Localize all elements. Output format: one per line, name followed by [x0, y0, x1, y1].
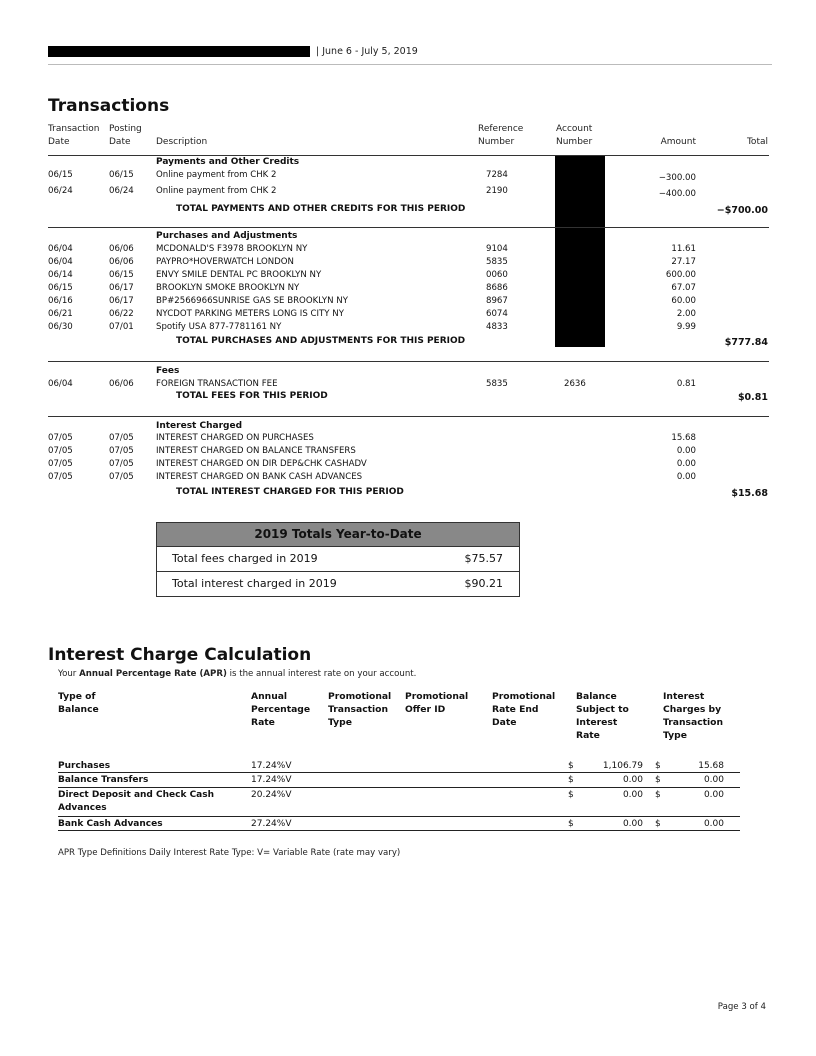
ic-row-divider	[58, 830, 740, 831]
ic-charge: 15.68	[698, 761, 724, 771]
ic-balance: 0.00	[622, 819, 643, 829]
fees-total-value: $0.81	[737, 392, 768, 403]
col-posting-date: Posting Date	[109, 124, 142, 147]
ic-charge: 0.00	[703, 775, 724, 785]
ic-apr: 20.24%V	[251, 790, 292, 800]
ic-charge: 0.00	[703, 790, 724, 800]
table-row: 07/05 07/05 INTEREST CHARGED ON BANK CASH ADVANCES 0.00	[48, 472, 696, 482]
header-divider	[48, 64, 772, 65]
ic-chg-currency: $	[655, 790, 661, 800]
table-row: 06/14 06/15 ENVY SMILE DENTAL PC BROOKLYN NY 0060 600.00	[48, 270, 696, 280]
col-description: Description	[156, 137, 208, 147]
ic-type: Purchases	[58, 761, 111, 771]
ic-balance: 1,106.79	[602, 761, 643, 771]
table-row: 06/04 06/06 FOREIGN TRANSACTION FEE 5835 2636 0.81	[48, 379, 696, 389]
page-number: Page 3 of 4	[717, 1002, 766, 1012]
ic-apr: 17.24%V	[251, 761, 292, 771]
ic-type: Bank Cash Advances	[58, 819, 163, 829]
col-apr: Annual Percentage Rate	[251, 691, 311, 728]
fees-total-label: TOTAL FEES FOR THIS PERIOD	[176, 391, 328, 401]
statement-period: | June 6 - July 5, 2019	[316, 46, 418, 57]
table-row: 06/30 07/01 Spotify USA 877-7781161 NY 4833 9.99	[48, 322, 696, 332]
section-fees-label: Fees	[156, 366, 180, 376]
ic-bal-currency: $	[568, 819, 574, 829]
col-account-number: Account Number	[556, 124, 593, 147]
ic-balance: 0.00	[622, 790, 643, 800]
col-promo-type: Promotional Transaction Type	[328, 691, 392, 728]
ytd-fees-row: Total fees charged in 2019 $75.57	[157, 547, 519, 572]
ic-charge: 0.00	[703, 819, 724, 829]
ytd-interest-row: Total interest charged in 2019 $90.21	[172, 577, 503, 590]
ic-apr: 27.24%V	[251, 819, 292, 829]
apr-intro: Your Annual Percentage Rate (APR) is the annual interest rate on your account.	[58, 669, 417, 679]
section-divider	[48, 361, 769, 362]
payments-total-label: TOTAL PAYMENTS AND OTHER CREDITS FOR THIS PERIOD	[176, 204, 466, 214]
ic-chg-currency: $	[655, 775, 661, 785]
transactions-title: Transactions	[48, 96, 170, 116]
col-transaction-date: Transaction Date	[48, 124, 100, 147]
col-reference-number: Reference Number	[478, 124, 524, 147]
col-promo-offer: Promotional Offer ID	[405, 691, 469, 715]
section-divider	[48, 416, 769, 417]
interest-total-value: $15.68	[731, 488, 768, 499]
col-interest-charges: Interest Charges by Transaction Type	[663, 691, 724, 741]
ic-type: Balance Transfers	[58, 775, 149, 785]
table-row: 07/05 07/05 INTEREST CHARGED ON DIR DEP&CHK CASHADV 0.00	[48, 459, 696, 469]
table-row: 06/24 06/24 Online payment from CHK 2 2190 −400.00	[48, 186, 696, 199]
ic-bal-currency: $	[568, 761, 574, 771]
payments-total-value: −$700.00	[716, 205, 768, 216]
ic-chg-currency: $	[655, 761, 661, 771]
ytd-title: 2019 Totals Year-to-Date	[157, 523, 519, 547]
table-row: 06/15 06/15 Online payment from CHK 2 7284 −300.00	[48, 170, 696, 183]
apr-type-definitions: APR Type Definitions Daily Interest Rate Type: V= Variable Rate (rate may vary)	[58, 848, 401, 858]
table-row: 06/15 06/17 BROOKLYN SMOKE BROOKLYN NY 8686 67.07	[48, 283, 696, 293]
interest-total-label: TOTAL INTEREST CHARGED FOR THIS PERIOD	[176, 487, 404, 497]
col-amount: Amount	[660, 137, 696, 147]
redacted-account-name	[48, 46, 310, 57]
col-balance-subject: Balance Subject to Interest Rate	[576, 691, 629, 741]
table-row: 06/04 06/06 MCDONALD'S F3978 BROOKLYN NY 9104 11.61	[48, 244, 696, 254]
ytd-totals-box	[156, 522, 520, 597]
purchases-total-label: TOTAL PURCHASES AND ADJUSTMENTS FOR THIS PERIOD	[176, 336, 466, 346]
ic-apr: 17.24%V	[251, 775, 292, 785]
ic-bal-currency: $	[568, 790, 574, 800]
ic-row-divider	[58, 816, 740, 817]
table-row: 06/04 06/06 PAYPRO*HOVERWATCH LONDON 5835 27.17	[48, 257, 696, 267]
section-payments-label: Payments and Other Credits	[156, 157, 300, 167]
ic-row-divider	[58, 787, 740, 788]
interest-calc-title: Interest Charge Calculation	[48, 645, 312, 665]
col-promo-end: Promotional Rate End Date	[492, 691, 556, 728]
section-divider	[48, 227, 769, 228]
ic-balance: 0.00	[622, 775, 643, 785]
col-type-of-balance: Type of Balance	[58, 691, 99, 715]
table-divider	[48, 155, 769, 156]
purchases-total-value: $777.84	[724, 337, 768, 348]
ic-type: Direct Deposit and Check Cash Advances	[58, 790, 215, 813]
table-row: 06/21 06/22 NYCDOT PARKING METERS LONG IS CITY NY 6074 2.00	[48, 309, 696, 319]
table-row: 06/16 06/17 BP#2566966SUNRISE GAS SE BROOKLYN NY 8967 60.00	[48, 296, 696, 306]
table-row: 07/05 07/05 INTEREST CHARGED ON BALANCE TRANSFERS 0.00	[48, 446, 696, 456]
ic-chg-currency: $	[655, 819, 661, 829]
ic-bal-currency: $	[568, 775, 574, 785]
col-total: Total	[746, 137, 768, 147]
section-interest-label: Interest Charged	[156, 421, 243, 431]
ic-row-divider	[58, 772, 740, 773]
section-purchases-label: Purchases and Adjustments	[156, 231, 298, 241]
table-row: 07/05 07/05 INTEREST CHARGED ON PURCHASES 15.68	[48, 433, 696, 443]
